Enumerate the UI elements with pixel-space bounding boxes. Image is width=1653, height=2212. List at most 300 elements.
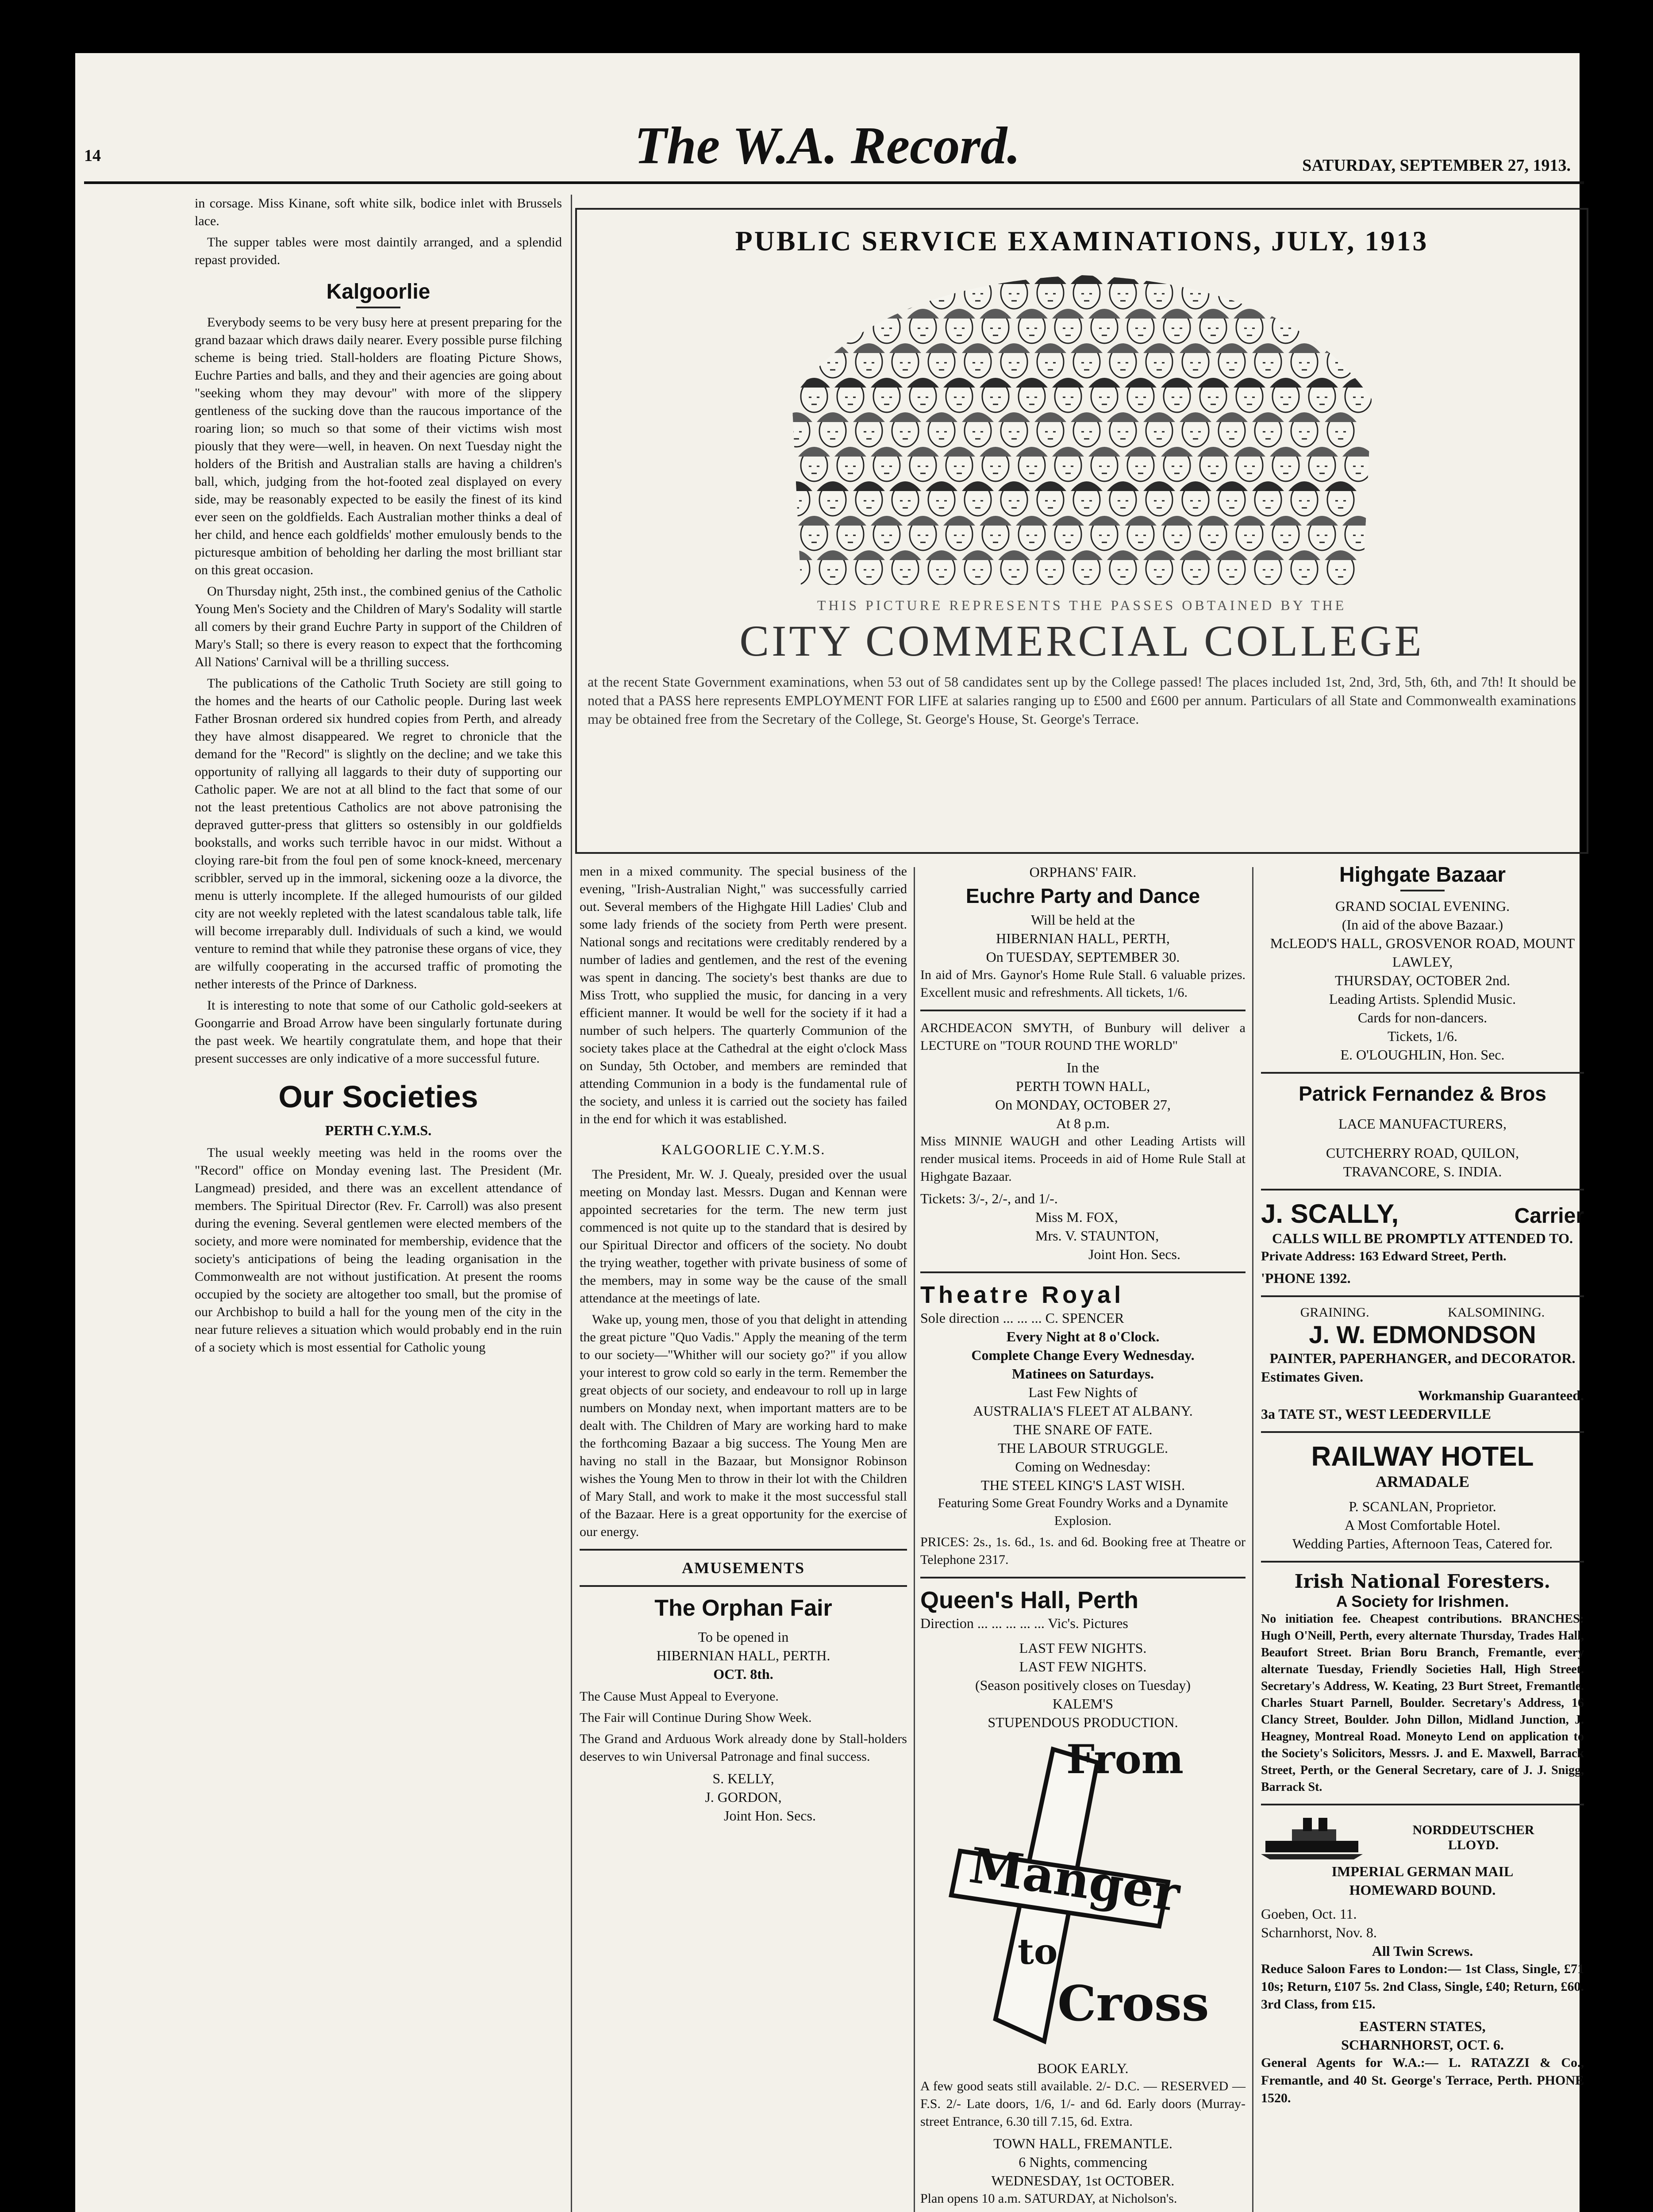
kalgoorlie-cyms-paragraph: Wake up, young men, those of you that delight in attending the great picture "Quo Vadis." Apply the meaning of the term to our society—"Whither will our society go?" if you allow your interest to grow cold so early in the term. Remember the great objects of our society, and endeavour to roll up in large numbers on Monday next, when important matters are to be dealt with. The Children of Mary are working hard to make the forthcoming Bazaar a big success. The Young Men are having no stall in the Bazaar, but Monsignor Robinson wishes the Young Men to throw in their lot with the Children of Mary Stall, and work to make it the most successful stall of the Bazaar. Here is a great opportunity for the exercise of our energy.: [580, 1312, 907, 1539]
lloyd-fares: Reduce Saloon Fares to London:— 1st Class, Single, £71 10s; Return, £107 5s. 2nd Class, Single, £40; Return, £60. 3rd Class, from £15.: [1261, 1962, 1584, 2012]
crowd-hat: [907, 309, 939, 319]
crowd-hat: [1252, 412, 1284, 422]
crowd-hat: [980, 378, 1011, 388]
column-1: [195, 195, 562, 1360]
perth-cyms-continuation: men in a mixed community. The special business of the evening, "Irish-Australian Night," was successfully carried out. Several members of the Highgate Hill Ladies' Club and some lady friends of the society from Perth were present. National songs and recitations were creditably rendered by a number of ladies and gentlemen, and the rest of the evening was spent in dancing. The society's best thanks are due to Miss Trott, who supplied the music, for dancing in a very efficient manner. It would be well for the society if it had a number of such helpers. The quarterly Communion of the society takes place at the Cathedral at the eight o'clock Mass on Sunday, 5th October, and members are reminded that attending Communion in a body is the fundamental rule of the society, and unless it is carried out the society has failed in the end for which it was established.: [580, 864, 907, 1126]
edmondson-trade: PAINTER, PAPERHANGER, and DECORATOR.: [1269, 1350, 1576, 1366]
divider: [580, 1549, 907, 1551]
college-name: CITY COMMERCIAL COLLEGE: [739, 616, 1424, 665]
crowd-features: [1353, 328, 1364, 335]
crowd-hat: [1016, 447, 1048, 457]
crowd-hat: [853, 412, 885, 422]
crowd-hat: [783, 412, 812, 422]
crowd-hat: [980, 447, 1011, 457]
lecture-signatory: Joint Hon. Secs.: [1088, 1246, 1180, 1262]
societies-heading: Our Societies: [278, 1079, 478, 1114]
crowd-face: [928, 277, 955, 309]
orphan-fair-signatory: J. GORDON,: [705, 1789, 782, 1805]
crowd-hat: [1306, 309, 1338, 319]
crowd-hat: [798, 378, 830, 388]
crowd-hat: [783, 343, 812, 353]
highgate-line2: Tickets, 1/6.: [1388, 1028, 1457, 1044]
crowd-hat: [1270, 447, 1302, 457]
crowd-hat: [1288, 481, 1320, 491]
crowd-hat: [798, 516, 830, 526]
crowd-hat: [1107, 343, 1139, 353]
crowd-hat: [1325, 343, 1357, 353]
crowd-hat: [1125, 447, 1157, 457]
crowd-hat: [1197, 516, 1229, 526]
crowd-hat: [1180, 274, 1211, 284]
crowd-features: [791, 294, 802, 301]
crowd-hat: [1016, 378, 1048, 388]
crowd-hat: [1234, 309, 1265, 319]
divider: [1261, 1189, 1584, 1190]
film-word-to: to: [1018, 1931, 1058, 1972]
crowd-face: [783, 277, 810, 309]
crowd-hat: [926, 274, 957, 284]
crowd-hat: [1143, 481, 1175, 491]
edmondson-graining: GRAINING.: [1300, 1305, 1369, 1320]
crowd-face: [1272, 311, 1299, 343]
crowd-hat: [1252, 481, 1284, 491]
orphan-fair-para: The Fair will Continue During Show Week.: [580, 1710, 812, 1725]
foresters-body: No initiation fee. Cheapest contributions. BRANCHES: Hugh O'Neill, Perth, every alternate Thursday, Trades Hall, Beaufort Street. Brian Boru Branch, Fremantle, every alternate Tuesday, Friendly Societies Hall, High Street. Secretary's Address, W. Keating, 23 Burt Street, Fremantle. Charles Stuart Parnell, Boulder. Secretary's Address, 16 Clancy Street, Boulder. John Dillon, Midland Junction, J. Heagney, Montreal Road. Moneyto Lend on application to the Society's Solicitors, Messrs. J. and E. Maxwell, Barrack Street, Perth, or the General Secretary, care of J. J. Snigg, Barrack St.: [1261, 1612, 1584, 1794]
page-number: 14: [84, 146, 101, 165]
crowd-hat: [1197, 309, 1229, 319]
crowd-face: [1345, 311, 1372, 343]
crowd-hat: [1034, 550, 1066, 560]
divider: [356, 307, 400, 308]
theatre-line: Featuring Some Great Foundry Works and a Dynamite Explosion.: [938, 1496, 1228, 1528]
crowd-hat: [853, 481, 885, 491]
lloyd-sailing: Goeben, Oct. 11.: [1261, 1906, 1357, 1922]
lloyd-twin: All Twin Screws.: [1372, 1943, 1473, 1959]
queens-booking: BOOK EARLY.: [1037, 2060, 1129, 2076]
edmondson-kalsomining: KALSOMINING.: [1448, 1305, 1545, 1320]
crowd-hat: [889, 550, 921, 560]
divider: [1261, 1561, 1584, 1563]
crowd-hat: [1107, 412, 1139, 422]
divider: [1400, 890, 1445, 891]
scally-trade: Carrier: [1514, 1204, 1584, 1228]
divider: [920, 1010, 1246, 1011]
crowd-hat: [853, 550, 885, 560]
crowd-hat: [783, 274, 812, 284]
ad-body: at the recent State Government examinations, when 53 out of 58 candidates sent up by the College passed! The places included 1st, 2nd, 3rd, 5th, 6th, and 7th! It should be noted that a PASS here represents EMPLOYMENT FOR LIFE at salaries ranging up to £500 and £600 per annum. Particulars of all State and Commonwealth examinations may be obtained free from the Secretary of the College, St. George's House, St. George's Terrace.: [588, 674, 1576, 727]
crowd-face: [1182, 277, 1209, 309]
crowd-hat: [1125, 516, 1157, 526]
queens-body: A few good seats still available. 2/- D.C. — RESERVED — F.S. 2/- Late doors, 1/6, 1/- and 6d. Early doors (Murray-street Entrance, 6.30 till 7.15, 6d. Extra.: [920, 2079, 1246, 2129]
edmondson-estimates: Estimates Given.: [1261, 1369, 1364, 1385]
queens-direction: Direction ... ... ... ... ... Vic's. Pictures: [920, 1615, 1128, 1631]
lecture-body: Miss MINNIE WAUGH and other Leading Artists will render musical items. Proceeds in aid of Home Rule Stall at Highgate Bazaar.: [920, 1134, 1246, 1184]
kalgoorlie-paragraph: On Thursday night, 25th inst., the combined genius of the Catholic Young Men's Society and the Children of Mary's Sodality will startle all comers by their grand Euchre Party in support of the Children of Mary's Stall; so there is every reason to expect that the forthcoming All Nations' Carnival will be a thrilling success.: [195, 584, 562, 669]
crowd-hat: [943, 516, 975, 526]
crowd-face: [819, 277, 846, 309]
patrick-line: LACE MANUFACTURERS,: [1338, 1116, 1507, 1132]
crowd-hat: [962, 274, 994, 284]
crowd-hat: [1234, 378, 1265, 388]
crowd-features: [827, 294, 838, 301]
crowd-hat: [834, 516, 866, 526]
crowd-hat: [1288, 274, 1320, 284]
queens-line: STUPENDOUS PRODUCTION.: [988, 1714, 1178, 1730]
queens-line2: TOWN HALL, FREMANTLE.: [993, 2135, 1172, 2151]
ad-headline: PUBLIC SERVICE EXAMINATIONS, JULY, 1913: [735, 225, 1429, 257]
scally-header: [1261, 1198, 1584, 1229]
divider: [920, 1271, 1246, 1273]
crowd-hat: [1234, 516, 1265, 526]
highgate-line2: E. O'LOUGHLIN, Hon. Sec.: [1340, 1047, 1505, 1063]
crowd-hat: [1197, 378, 1229, 388]
crowd-face: [1291, 277, 1318, 309]
crowd-hat: [907, 447, 939, 457]
crowd-hat: [834, 309, 866, 319]
crowd-hat: [998, 274, 1030, 284]
theatre-prices: PRICES: 2s., 1s. 6d., 1s. and 6d. Booking free at Theatre or Telephone 2317.: [920, 1535, 1246, 1567]
patrick-line: CUTCHERRY ROAD, QUILON,: [1326, 1145, 1519, 1161]
scally-calls: CALLS WILL BE PROMPTLY ATTENDED TO.: [1272, 1230, 1573, 1246]
foresters-title: Irish National Foresters.: [1294, 1571, 1551, 1592]
crowd-hat: [1216, 343, 1248, 353]
crowd-hat: [834, 447, 866, 457]
lecture-signatory: Miss M. FOX,: [1035, 1209, 1118, 1225]
theatre-line: Matinees on Saturdays.: [1012, 1366, 1154, 1382]
lecture-signatory: Mrs. V. STAUNTON,: [1035, 1228, 1159, 1244]
crowd-hat: [1016, 309, 1048, 319]
crowd-hat: [926, 550, 957, 560]
crowd-hat: [889, 481, 921, 491]
lloyd-header: [1261, 1813, 1584, 1862]
perth-cyms-text: The usual weekly meeting was held in the rooms over the "Record" office on Monday evening last. The President (Mr. Langmead) presided, and there was an excellent attendance of members. The Spiritual Director (Rev. Fr. Carroll) was also present during the evening. Several gentlemen were elected members of the society, and more were nominated for membership, evidence that the society's anticipations of being the leading organisation in the Commonwealth are not without justification. At present the rooms occupied by the society are altogether too small, but the promise of our Archbishop to build a hall for the young men of the city in the near future relieves a situation which would probably end in the ruin of a society which is most essential for Catholic young: [195, 1145, 562, 1355]
foresters-subtitle: A Society for Irishmen.: [1336, 1592, 1509, 1610]
railway-town: ARMADALE: [1376, 1473, 1469, 1490]
crowd-hat: [1216, 481, 1248, 491]
crowd-features: [864, 294, 874, 301]
highgate-line: McLEOD'S HALL, GROSVENOR ROAD, MOUNT LAWLEY,: [1270, 935, 1575, 970]
crowd-hat: [1034, 274, 1066, 284]
orphan-fair-line: HIBERNIAN HALL, PERTH.: [656, 1647, 830, 1663]
crowd-features: [791, 570, 802, 577]
crowd-hat: [1234, 447, 1265, 457]
crowd-hat: [798, 447, 830, 457]
crowd-hat: [853, 274, 885, 284]
crowd-hat: [1270, 309, 1302, 319]
railway-line: Wedding Parties, Afternoon Teas, Catered for.: [1292, 1536, 1553, 1551]
perth-cyms-heading: PERTH C.Y.M.S.: [325, 1122, 432, 1138]
film-word-from: From: [1066, 1736, 1184, 1783]
crowd-hat: [1180, 412, 1211, 422]
crowd-hat: [1325, 481, 1357, 491]
crowd-features: [900, 294, 911, 301]
highgate-title: Highgate Bazaar: [1339, 863, 1506, 887]
crowd-hat: [1306, 447, 1338, 457]
crowd-hat: [980, 516, 1011, 526]
highgate-line: THURSDAY, OCTOBER 2nd.: [1335, 972, 1510, 988]
crowd-hat: [1270, 516, 1302, 526]
crowd-hat: [853, 343, 885, 353]
railway-line: P. SCANLAN, Proprietor.: [1349, 1498, 1496, 1514]
college-advertisement: [575, 208, 1588, 854]
crowd-hat: [1342, 447, 1374, 457]
crowd-hat: [1143, 343, 1175, 353]
crowd-features: [1263, 294, 1273, 301]
newspaper-page: [75, 53, 1584, 2212]
kalgoorlie-cyms-paragraph: The President, Mr. W. J. Quealy, presided over the usual meeting on Monday last. Messrs. Dugan and Kennan were appointed secretaries for the term. The new term just commenced is not quite up to the standard that is desired by our Spiritual Director and officers of the society. No doubt the trying weather, together with private business of some of the members, may in some way be the cause of the small attendance at the meetings of late.: [580, 1167, 907, 1306]
crowd-face: [783, 346, 810, 378]
crowd-hat: [1071, 274, 1103, 284]
euchre-line: HIBERNIAN HALL, PERTH,: [996, 930, 1170, 946]
crowd-hat: [817, 481, 849, 491]
crowd-hat: [1288, 412, 1320, 422]
lloyd-service: IMPERIAL GERMAN MAIL: [1331, 1863, 1514, 1879]
scally-name: J. SCALLY,: [1261, 1199, 1399, 1229]
divider: [1261, 1072, 1584, 1074]
lecture-line: In the: [1066, 1060, 1099, 1075]
crowd-hat: [817, 343, 849, 353]
intro-line-2: The supper tables were most daintily arranged, and a splendid repast provided.: [195, 235, 562, 267]
crowd-hat: [1034, 412, 1066, 422]
crowd-hat: [871, 516, 903, 526]
film-cross-graphic: [920, 1736, 1246, 2055]
divider: [1261, 1295, 1584, 1297]
crowd-hat: [962, 550, 994, 560]
highgate-line: GRAND SOCIAL EVENING.: [1335, 898, 1510, 914]
scally-address: Private Address: 163 Edward Street, Perth.: [1261, 1249, 1507, 1263]
orphan-fair-signatory: S. KELLY,: [712, 1770, 774, 1786]
crowd-hat: [889, 343, 921, 353]
crowd-hat: [1306, 516, 1338, 526]
crowd-hat: [1161, 447, 1193, 457]
ad-caption: THIS PICTURE REPRESENTS THE PASSES OBTAINED BY THE: [817, 597, 1347, 613]
crowd-hat: [943, 378, 975, 388]
crowd-face: [1255, 277, 1281, 309]
crowd-hat: [1143, 412, 1175, 422]
crowd-hat: [1052, 309, 1084, 319]
crowd-hat: [1216, 274, 1248, 284]
crowd-hat: [1252, 550, 1284, 560]
lloyd-sailing: Scharnhorst, Nov. 8.: [1261, 1924, 1377, 1940]
crowd-hat: [889, 274, 921, 284]
crowd-features: [791, 363, 802, 370]
lecture-intro: ARCHDEACON SMYTH, of Bunbury will deliver a LECTURE on "TOUR ROUND THE WORLD": [920, 1021, 1246, 1053]
highgate-line: (In aid of the above Bazaar.): [1342, 917, 1503, 933]
crowd-hat: [1143, 550, 1175, 560]
queens-title: Queen's Hall, Perth: [920, 1587, 1138, 1613]
queens-line: LAST FEW NIGHTS.: [1019, 1640, 1147, 1656]
orphan-fair-line: To be opened in: [698, 1629, 789, 1645]
edmondson-header: [1261, 1305, 1584, 1320]
crowd-hat: [1252, 274, 1284, 284]
theatre-line: Last Few Nights of: [1028, 1384, 1138, 1400]
crowd-hat: [926, 481, 957, 491]
crowd-hat: [907, 378, 939, 388]
crowd-hat: [962, 481, 994, 491]
crowd-hat: [1161, 378, 1193, 388]
column-divider: [914, 867, 915, 2212]
orphan-fair-para: The Grand and Arduous Work already done by Stall-holders deserves to win Universal Patronage and final success.: [580, 1732, 907, 1764]
crowd-face: [892, 277, 919, 309]
theatre-line: THE LABOUR STRUGGLE.: [998, 1440, 1168, 1456]
euchre-line: On TUESDAY, SEPTEMBER 30.: [986, 949, 1180, 965]
crowd-hat: [1288, 550, 1320, 560]
crowd-hat: [1052, 516, 1084, 526]
theatre-line: AUSTRALIA'S FLEET AT ALBANY.: [973, 1403, 1193, 1419]
intro-line-1: in corsage. Miss Kinane, soft white silk, bodice inlet with Brussels lace.: [195, 196, 562, 228]
crowd-face: [1327, 277, 1354, 309]
crowd-hat: [889, 412, 921, 422]
crowd-hat: [1288, 343, 1320, 353]
masthead-rule: [84, 181, 1584, 184]
crowd-hat: [1180, 343, 1211, 353]
divider: [580, 1585, 907, 1587]
crowd-face: [856, 277, 882, 309]
orphan-fair-para: The Cause Must Appeal to Everyone.: [580, 1689, 779, 1704]
crowd-hat: [1125, 309, 1157, 319]
crowd-hat: [926, 343, 957, 353]
queens-line: KALEM'S: [1052, 1696, 1114, 1712]
amusements-heading: AMUSEMENTS: [681, 1559, 805, 1577]
kalgoorlie-heading: Kalgoorlie: [326, 280, 431, 303]
lecture-line: PERTH TOWN HALL,: [1015, 1078, 1150, 1094]
crowd-hat: [1034, 343, 1066, 353]
theatre-title: Theatre Royal: [920, 1282, 1125, 1308]
crowd-features: [1299, 294, 1310, 301]
theatre-line: Coming on Wednesday:: [1015, 1459, 1151, 1475]
lecture-line: On MONDAY, OCTOBER 27,: [995, 1097, 1171, 1113]
column-4: [1261, 863, 1584, 2111]
euchre-line: Will be held at the: [1030, 912, 1135, 928]
crowd-hat: [1071, 481, 1103, 491]
crowd-hat: [907, 516, 939, 526]
crowd-hat: [1270, 378, 1302, 388]
crowd-hat: [798, 309, 830, 319]
kalgoorlie-paragraph: It is interesting to note that some of our Catholic gold-seekers at Goongarrie and Broad Arrow have been singularly fortunate during the past week. We heartily congratulate them, and hope that their present successes are only indicative of a more successful future.: [195, 998, 562, 1066]
crowd-hat: [1161, 516, 1193, 526]
crowd-hat: [1342, 516, 1374, 526]
crowd-hat: [1180, 481, 1211, 491]
orphan-fair-signatory: Joint Hon. Secs.: [724, 1808, 816, 1824]
kalgoorlie-paragraph: Everybody seems to be very busy here at present preparing for the grand bazaar which draws daily nearer. Every possible purse filching scheme is being tried. Stall-holders are floating Picture Shows, Euchre Parties and balls, and they and their agencies are going about "seeking whom they may devour" with more of the slippery gentleness of the sucking dove than the raucous importance of the roaring lion; so much so that some of their victims wish most piously that they were—well, in heaven. On next Tuesday night the holders of the British and Australian stalls are having a children's ball, which, judging from the hot-footed zeal displayed on every side, may be reasonably expected to be easily the finest of its kind ever seen on the goldfields. Each Australian mother thinks a deal of her child, and hence each goldfields' mother emulously bends to the picturesque ambition of beholding her darling the most brilliant star on this great occasion.: [195, 315, 562, 577]
edmondson-name: J. W. EDMONDSON: [1309, 1321, 1536, 1348]
crowd-hat: [1071, 412, 1103, 422]
crowd-hat: [871, 309, 903, 319]
crowd-hat: [998, 550, 1030, 560]
crowd-face: [965, 277, 991, 309]
edmondson-guarantee: Workmanship Guaranteed.: [1418, 1387, 1584, 1403]
crowd-face: [1309, 311, 1335, 343]
crowd-hat: [1088, 378, 1120, 388]
scally-phone: 'PHONE 1392.: [1261, 1270, 1351, 1286]
queens-line: LAST FEW NIGHTS.: [1019, 1659, 1147, 1674]
crowd-hat: [1325, 412, 1357, 422]
crowd-hat: [1197, 447, 1229, 457]
crowd-hat: [1143, 274, 1175, 284]
crowd-hat: [1107, 550, 1139, 560]
orphan-fair-title: The Orphan Fair: [654, 1595, 832, 1621]
crowd-hat: [1052, 447, 1084, 457]
crowd-features: [809, 328, 819, 335]
crowd-illustration: [783, 266, 1380, 585]
crowd-hat: [783, 481, 812, 491]
lecture-line: At 8 p.m.: [1056, 1115, 1110, 1131]
railway-title: RAILWAY HOTEL: [1311, 1441, 1534, 1472]
lloyd-eastern: SCHARNHORST, OCT. 6.: [1341, 2037, 1504, 2053]
crowd-hat: [1325, 550, 1357, 560]
crowd-hat: [1325, 274, 1357, 284]
crowd-features: [1317, 328, 1327, 335]
crowd-hat: [783, 550, 812, 560]
lecture-tickets: Tickets: 3/-, 2/-, and 1/-.: [920, 1190, 1058, 1206]
crowd-hat: [962, 343, 994, 353]
crowd-hat: [1252, 343, 1284, 353]
patrick-line: TRAVANCORE, S. INDIA.: [1343, 1164, 1502, 1179]
crowd-hat: [817, 550, 849, 560]
crowd-hat: [834, 378, 866, 388]
crowd-hat: [1216, 412, 1248, 422]
theatre-line: Every Night at 8 o'Clock.: [1006, 1329, 1160, 1344]
crowd-hat: [871, 447, 903, 457]
kalgoorlie-cyms-heading: KALGOORLIE C.Y.M.S.: [661, 1141, 826, 1157]
patrick-title: Patrick Fernandez & Bros: [1299, 1082, 1546, 1105]
highgate-artists: Leading Artists. Splendid Music.: [1329, 991, 1516, 1007]
queens-line2: WEDNESDAY, 1st OCTOBER.: [991, 2173, 1175, 2189]
crowd-hat: [998, 343, 1030, 353]
crowd-hat: [926, 412, 957, 422]
crowd-hat: [1088, 309, 1120, 319]
crowd-hat: [817, 412, 849, 422]
lloyd-company-line: LLOYD.: [1448, 1838, 1499, 1852]
queens-plan: Plan opens 10 a.m. SATURDAY, at Nicholson's.: [920, 2191, 1177, 2206]
crowd-hat: [1071, 550, 1103, 560]
crowd-hat: [1034, 481, 1066, 491]
lloyd-company: [1363, 1823, 1584, 1853]
column-2: [580, 863, 907, 1825]
crowd-face: [1327, 346, 1354, 378]
theatre-line: THE STEEL KING'S LAST WISH.: [980, 1477, 1185, 1493]
crowd-hat: [998, 481, 1030, 491]
crowd-features: [1335, 294, 1346, 301]
theatre-line: THE SNARE OF FATE.: [1013, 1421, 1153, 1437]
crowd-hat: [943, 447, 975, 457]
film-word-manger: Manger: [966, 1836, 1184, 1923]
lloyd-company-line: NORDDEUTSCHER: [1412, 1823, 1534, 1837]
crowd-hat: [998, 412, 1030, 422]
crowd-hat: [1088, 447, 1120, 457]
highgate-line2: Cards for non-dancers.: [1357, 1010, 1488, 1025]
divider: [920, 1577, 1246, 1578]
crowd-hat: [1107, 274, 1139, 284]
kalgoorlie-paragraph: The publications of the Catholic Truth Society are still going to the homes and the hearts of our Catholic people. During last week Father Brosnan ordered six hundred copies from Perth, and already they have almost disappeared. We regret to chronicle that the demand for the "Record" is slightly on the decline; and we take this opportunity of rallying all laggards to their duty of supporting our Catholic paper. We are not at all blind to the fact that some of our not the least pretentious Catholics are not above patronising the depraved gutter-press that glitters so ostensibly in our goldfields bookstalls, and works such terrible havoc in our midst. Without a cloying rare-bit from the foul pen of some knock-kneed, mercenary scribbler, served up in the immoral, sickening ooze a la divorce, the menu is utterly incomplete. If the alleged humourists of our gilded city are not weekly repleted with the latest scandalous table talk, life will become irreparably dull. Individuals of such a kind, we would venture to remind that while they patronise these organs of vice, they are wilfully cooperating in the accursed traffic of promoting the nether interests of the Prince of Darkness.: [195, 676, 562, 991]
crowd-face: [1219, 277, 1245, 309]
crowd-hat: [1216, 550, 1248, 560]
crowd-hat: [980, 309, 1011, 319]
crowd-hat: [1016, 516, 1048, 526]
crowd-hat: [871, 378, 903, 388]
crowd-hat: [1107, 481, 1139, 491]
orphan-fair-line: OCT. 8th.: [713, 1666, 773, 1682]
euchre-body: In aid of Mrs. Gaynor's Home Rule Stall. 6 valuable prizes. Excellent music and refreshments. All tickets, 1/6.: [920, 968, 1246, 1000]
queens-line2: 6 Nights, commencing: [1019, 2154, 1147, 2170]
orphans-fair-pre: ORPHANS' FAIR.: [1029, 864, 1137, 880]
railway-line: A Most Comfortable Hotel.: [1345, 1517, 1500, 1533]
theatre-direction: Sole direction ... ... ... C. SPENCER: [920, 1310, 1124, 1326]
crowd-hat: [1071, 343, 1103, 353]
crowd-hat: [1342, 378, 1374, 388]
lloyd-eastern: EASTERN STATES,: [1359, 2018, 1486, 2034]
crowd-face: [837, 311, 864, 343]
